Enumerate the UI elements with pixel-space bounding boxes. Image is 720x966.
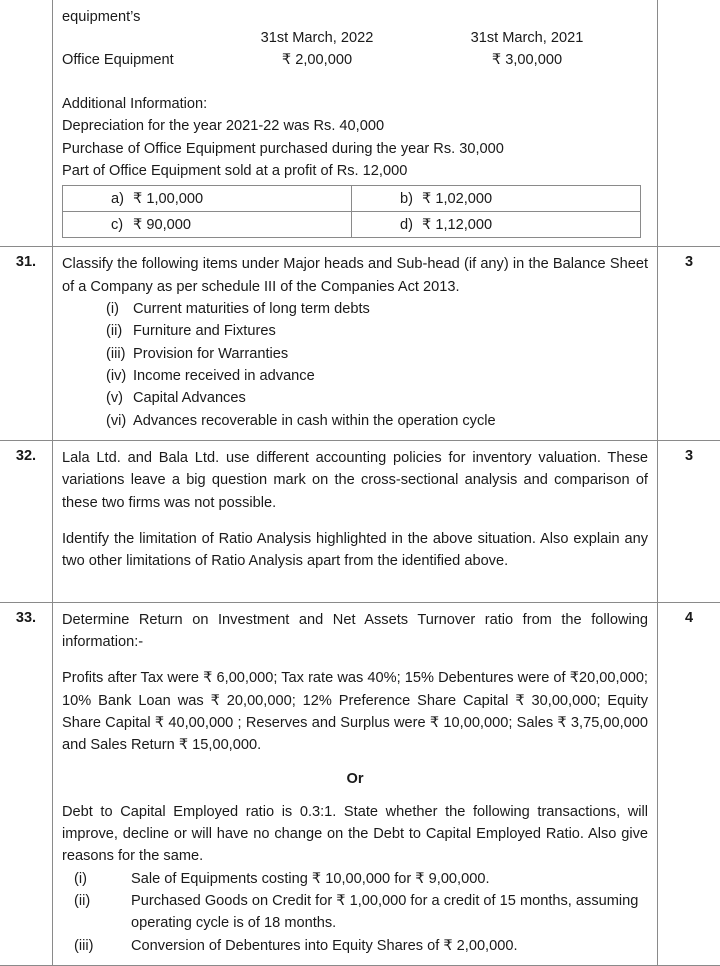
additional-info-line-1: Depreciation for the year 2021-22 was Rs. 40,000 <box>62 115 648 137</box>
figures-header-2021: 31st March, 2021 <box>422 28 632 50</box>
mcq-option-b-marker: b) <box>400 191 422 207</box>
mcq-option-c[interactable] <box>63 212 352 238</box>
mcq-option-d-text: ₹ 1,12,000 <box>422 217 492 233</box>
question-number-cell-empty <box>0 0 53 247</box>
figures-header-row <box>62 28 632 50</box>
question-body-32 <box>53 441 658 603</box>
list-item-marker: (ii) <box>74 890 131 935</box>
list-item-text: Provision for Warranties <box>133 343 648 365</box>
marks-cell-32: 3 <box>658 441 720 603</box>
mcq-option-a-marker: a) <box>111 191 133 207</box>
question-33-alt-list <box>62 868 648 957</box>
question-32-paragraph-2: Identify the limitation of Ratio Analysis highlighted in the above situation. Also explain any two other limitations of Ratio Analysis apart from the identified above. <box>62 528 648 573</box>
mcq-options-row-1 <box>63 186 641 212</box>
list-item <box>62 890 648 935</box>
list-item-text: Current maturities of long term debts <box>133 298 648 320</box>
marks-cell-empty <box>658 0 720 247</box>
question-number-31: 31. <box>0 247 53 441</box>
list-item-marker: (iii) <box>106 343 133 365</box>
list-item <box>62 343 648 365</box>
list-item-marker: (iv) <box>106 365 133 387</box>
mcq-options-table <box>62 185 641 238</box>
list-item-marker: (v) <box>106 387 133 409</box>
or-spacer-bottom <box>62 787 648 801</box>
list-item-text: Conversion of Debentures into Equity Shares of ₹ 2,00,000. <box>131 935 648 957</box>
additional-info-line-3: Part of Office Equipment sold at a profit of Rs. 12,000 <box>62 160 648 182</box>
question-32-paragraph-1: Lala Ltd. and Bala Ltd. use different accounting policies for inventory valuation. These variations leave a big question mark on the cross-sectional analysis and comparison of these two firms was not possible. <box>62 447 648 514</box>
comparative-figures-table <box>62 28 632 72</box>
mcq-option-b-text: ₹ 1,02,000 <box>422 191 492 207</box>
mcq-option-a[interactable] <box>63 186 352 212</box>
mcq-option-d-marker: d) <box>400 217 422 233</box>
figures-value-2021: ₹ 3,00,000 <box>422 50 632 72</box>
list-item <box>62 868 648 890</box>
or-spacer-top <box>62 757 648 771</box>
table-row-mcq-continuation <box>0 0 720 247</box>
list-item <box>62 410 648 432</box>
figures-header-2022: 31st March, 2022 <box>212 28 422 50</box>
list-item-text: Advances recoverable in cash within the operation cycle <box>133 410 648 432</box>
table-row-question-32 <box>0 441 720 603</box>
block-spacer <box>62 72 648 86</box>
bottom-spacer-small <box>62 587 648 594</box>
question-33-paragraph-2: Profits after Tax were ₹ 6,00,000; Tax rate was 40%; 15% Debentures were of ₹20,00,000; 10% Bank Loan was ₹ 20,00,000; 12% Preference Share Capital ₹ 30,00,000; Equity Share Capital ₹ 40,00,000 ; Reserves and Surplus were ₹ 10,00,000; Sales ₹ 3,75,00,000 and Sales Return ₹ 15,00,000. <box>62 667 648 756</box>
figures-row-office-equipment <box>62 50 632 72</box>
equipment-intro-text: equipment’s <box>62 6 648 28</box>
list-item <box>62 935 648 957</box>
marks-cell-33: 4 <box>658 602 720 965</box>
paragraph-spacer <box>62 653 648 667</box>
figures-row-label: Office Equipment <box>62 50 212 72</box>
list-item-marker: (i) <box>74 868 131 890</box>
list-item <box>62 320 648 342</box>
list-item-text: Income received in advance <box>133 365 648 387</box>
list-item-marker: (ii) <box>106 320 133 342</box>
mcq-options-row-2 <box>63 212 641 238</box>
figures-header-blank <box>62 28 212 50</box>
question-33-alt-paragraph: Debt to Capital Employed ratio is 0.3:1. State whether the following transactions, will improve, decline or will have no change on the Debt to Capital Employed Ratio. Also give reasons for the same. <box>62 801 648 868</box>
list-item-text: Purchased Goods on Credit for ₹ 1,00,000 for a credit of 15 months, assuming operating cycle is of 18 months. <box>131 890 648 935</box>
mcq-option-b[interactable] <box>352 186 641 212</box>
list-item <box>62 387 648 409</box>
list-item <box>62 365 648 387</box>
or-label: Or <box>62 771 648 787</box>
list-item-text: Capital Advances <box>133 387 648 409</box>
figures-value-2022: ₹ 2,00,000 <box>212 50 422 72</box>
list-item-text: Furniture and Fixtures <box>133 320 648 342</box>
table-row-question-33 <box>0 602 720 965</box>
marks-cell-31: 3 <box>658 247 720 441</box>
question-body-31 <box>53 247 658 441</box>
list-item-marker: (i) <box>106 298 133 320</box>
question-33-paragraph-1: Determine Return on Investment and Net Assets Turnover ratio from the following information:- <box>62 609 648 654</box>
table-row-question-31 <box>0 247 720 441</box>
paragraph-spacer <box>62 514 648 528</box>
additional-information-heading: Additional Information: <box>62 93 648 115</box>
question-number-33: 33. <box>0 602 53 965</box>
list-item <box>62 298 648 320</box>
list-item-text: Sale of Equipments costing ₹ 10,00,000 for ₹ 9,00,000. <box>131 868 648 890</box>
additional-info-line-2: Purchase of Office Equipment purchased during the year Rs. 30,000 <box>62 138 648 160</box>
mcq-option-c-marker: c) <box>111 217 133 233</box>
question-number-32: 32. <box>0 441 53 603</box>
list-item-marker: (vi) <box>106 410 133 432</box>
question-body-33 <box>53 602 658 965</box>
question-31-list <box>62 298 648 432</box>
mcq-option-c-text: ₹ 90,000 <box>133 217 191 233</box>
mcq-option-d[interactable] <box>352 212 641 238</box>
block-spacer-small <box>62 86 648 93</box>
question-body-mcq <box>53 0 658 247</box>
list-item-marker: (iii) <box>74 935 131 957</box>
mcq-option-a-text: ₹ 1,00,000 <box>133 191 203 207</box>
bottom-spacer <box>62 573 648 587</box>
question-31-paragraph: Classify the following items under Major heads and Sub-head (if any) in the Balance Sheet of a Company as per schedule III of the Companies Act 2013. <box>62 253 648 298</box>
